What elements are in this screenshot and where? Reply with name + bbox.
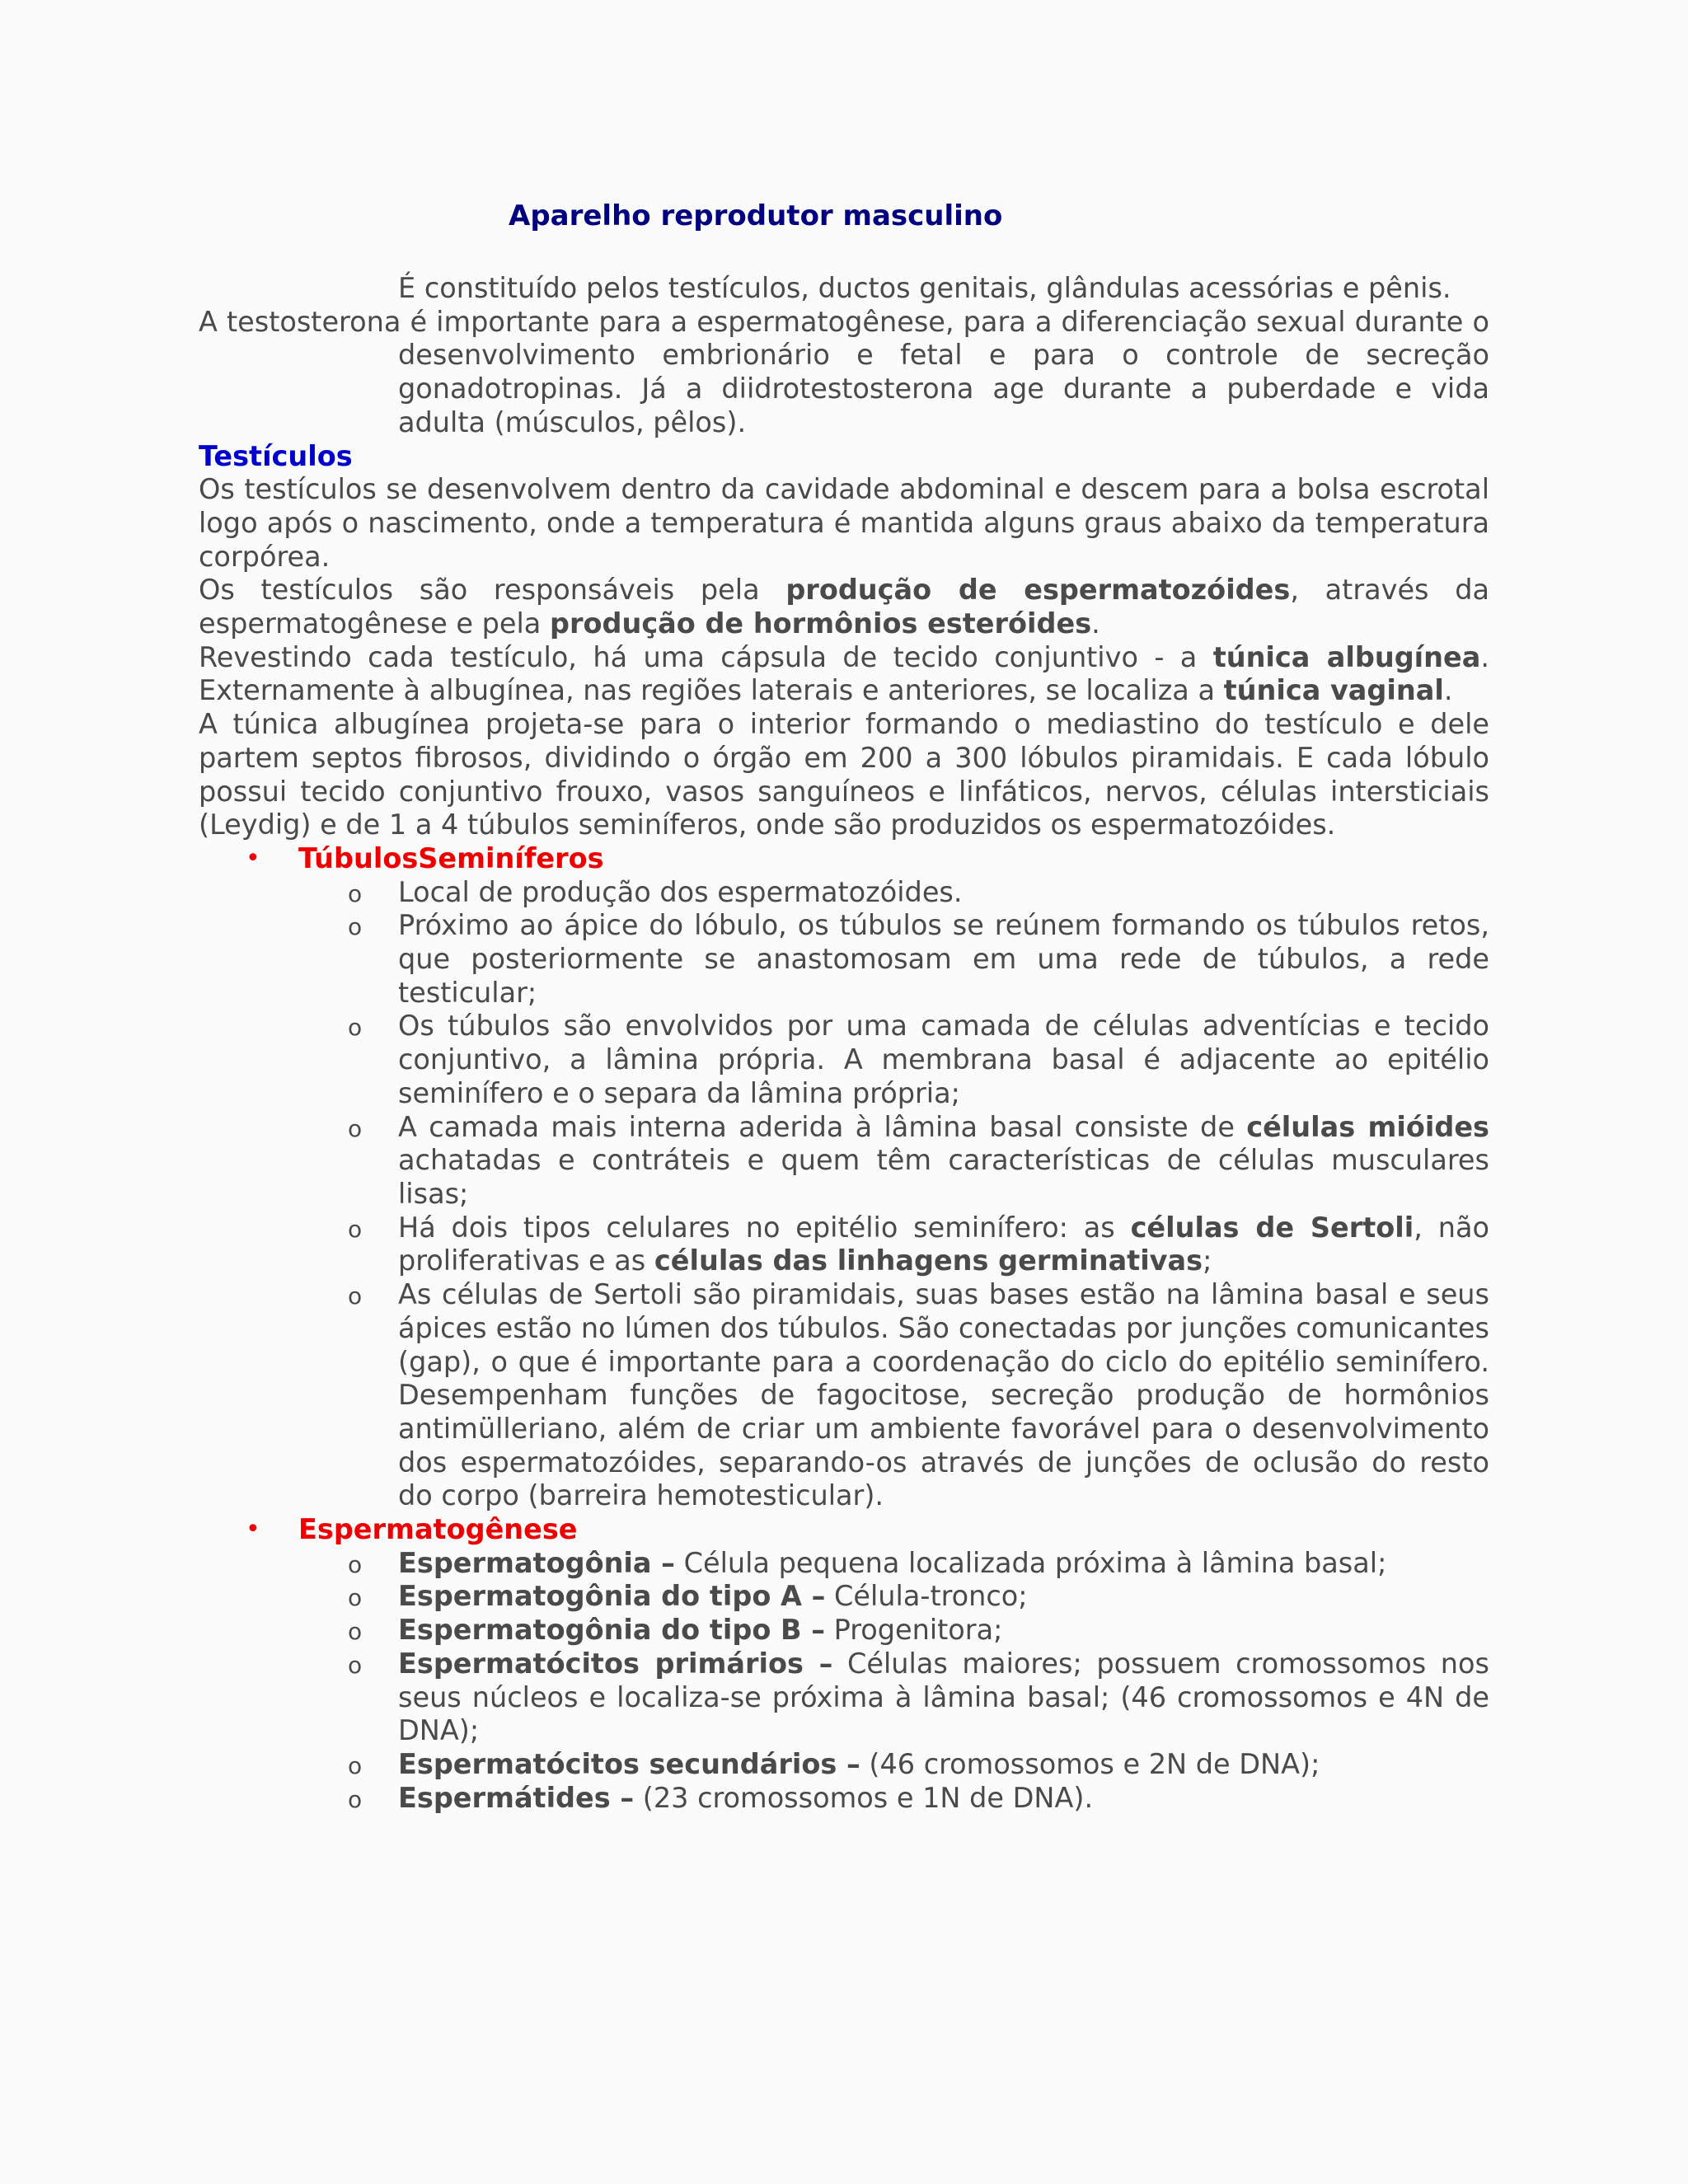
circle-bullet-icon: o	[348, 879, 363, 907]
espermatogenese-heading: Espermatogênese	[298, 1513, 578, 1546]
text-run: Revestindo cada testículo, há uma cápsula de tecido conjuntivo - a	[199, 640, 1213, 673]
text-run: ;	[1203, 1244, 1212, 1277]
bold-term: células de Sertoli	[1130, 1211, 1414, 1244]
circle-bullet-icon: o	[348, 1282, 363, 1310]
testiculos-paragraph-4: A túnica albugínea projeta-se para o interior formando o mediastino do testículo e dele partem septos fibrosos, dividindo o órgão em 200 a 300 lóbulos piramidais. E cada lóbulo possui tecido conjuntivo frouxo, vasos sanguíneos e linfáticos, nervos, células intersticiais (Leydig) e de 1 a 4 túbulos seminíferos, onde são produzidos os espermatozóides.	[199, 708, 1489, 841]
circle-bullet-icon: o	[348, 1651, 363, 1679]
list-item	[298, 1614, 1489, 1647]
list-item-text: Os túbulos são envolvidos por uma camada de células adventícias e tecido conjuntivo, a lâmina própria. A membrana basal é adjacente ao epitélio seminífero e o separa da lâmina própria;	[398, 1010, 1489, 1109]
circle-bullet-icon: o	[348, 1114, 363, 1142]
term: Espermatogônia do tipo A –	[398, 1580, 826, 1613]
text-run: Há dois tipos celulares no epitélio seminífero: as	[398, 1211, 1131, 1244]
testiculos-heading: Testículos	[199, 439, 353, 472]
term-description: Células maiores; possuem cromossomos nos seus núcleos e localiza-se próxima à lâmina basal; (46 cromossomos e 4N de DNA);	[398, 1647, 1489, 1747]
bullet-icon: •	[246, 843, 260, 873]
bold-term: células das linhagens germinativas	[654, 1244, 1203, 1277]
text-run: .	[1091, 607, 1100, 640]
term: Espermatócitos primários –	[398, 1647, 833, 1680]
text-run: achatadas e contráteis e quem têm características de células musculares lisas;	[398, 1144, 1489, 1210]
list-item	[298, 1748, 1489, 1782]
text-run: , não proliferativas e as	[398, 1211, 1489, 1277]
intro-line-1: É constituído pelos testículos, ductos genitais, glândulas acessórias e pênis.	[398, 272, 1451, 304]
term: Espermatogônia –	[398, 1546, 675, 1579]
bullet-icon: •	[246, 1515, 260, 1544]
document-body	[199, 272, 1489, 1815]
bold-term: produção de hormônios esteróides	[549, 607, 1092, 640]
circle-bullet-icon: o	[348, 1584, 363, 1612]
term-description: (23 cromossomos e 1N de DNA).	[634, 1781, 1094, 1814]
term-description: Progenitora;	[824, 1614, 1003, 1647]
text-run: .	[1443, 674, 1453, 707]
tubulos-heading: TúbulosSeminíferos	[298, 841, 604, 874]
list-item-text: As células de Sertoli são piramidais, suas bases estão na lâmina basal e seus ápices estão no lúmen dos túbulos. São conectadas por junções comunicantes (gap), o que é importante para a coordenação do ciclo do epitélio seminífero. Desempenham funções de fagocitose, secreção produção de hormônios antimülleriano, além de criar um ambiente favorável para o desenvolvimento dos espermatozóides, separando-os através de junções de oclusão do resto do corpo (barreira hemotesticular).	[398, 1278, 1489, 1512]
term: Espermatócitos secundários –	[398, 1747, 860, 1780]
list-item	[298, 876, 1489, 910]
term: Espermátides –	[398, 1781, 635, 1814]
bold-term: produção de espermatozóides	[785, 574, 1291, 607]
document-title: Aparelho reprodutor masculino	[509, 199, 1003, 232]
text-run: , através da espermatogênese e pela	[199, 574, 1489, 640]
circle-bullet-icon: o	[348, 1618, 363, 1646]
tubulos-section	[199, 842, 1489, 1513]
intro-line-2: A testosterona é importante para a espermatogênese, para a diferenciação sexual durante o desenvolvimento embrionário e fetal e para o controle de secreção gonadotropinas. Já a diidrotestosterona age durante a puberdade e vida adulta (músculos, pêlos).	[199, 305, 1489, 438]
list-item	[298, 1547, 1489, 1581]
list-item-text: Local de produção dos espermatozóides.	[398, 875, 963, 908]
bold-term: células mióides	[1246, 1110, 1489, 1143]
bold-term: túnica albugínea	[1212, 640, 1481, 673]
text-run: Os testículos são responsáveis pela	[199, 574, 786, 607]
espermatogenese-list	[298, 1547, 1489, 1816]
circle-bullet-icon: o	[348, 1785, 363, 1813]
list-item	[298, 1580, 1489, 1614]
list-item	[298, 1647, 1489, 1748]
list-item	[298, 909, 1489, 1010]
bold-term: túnica vaginal	[1223, 674, 1444, 707]
circle-bullet-icon: o	[348, 1215, 363, 1243]
term: Espermatogônia do tipo B –	[398, 1614, 825, 1647]
circle-bullet-icon: o	[348, 913, 363, 941]
testiculos-paragraph-1: Os testículos se desenvolvem dentro da cavidade abdominal e descem para a bolsa escrotal logo após o nascimento, onde a temperatura é mantida alguns graus abaixo da temperatura corpórea.	[199, 473, 1489, 573]
sections-list	[199, 842, 1489, 1815]
term-description: Célula pequena localizada próxima à lâmina basal;	[674, 1546, 1387, 1579]
term-description: (46 cromossomos e 2N de DNA);	[860, 1747, 1320, 1780]
circle-bullet-icon: o	[348, 1550, 363, 1578]
tubulos-list	[298, 876, 1489, 1513]
circle-bullet-icon: o	[348, 1014, 363, 1042]
text-run: A camada mais interna aderida à lâmina basal consiste de	[398, 1110, 1247, 1143]
testiculos-paragraph-2	[199, 574, 1489, 640]
list-item	[298, 1212, 1489, 1278]
term-description: Célula-tronco;	[825, 1580, 1028, 1613]
list-item	[298, 1111, 1489, 1212]
list-item	[298, 1278, 1489, 1513]
espermatogenese-section	[199, 1513, 1489, 1815]
circle-bullet-icon: o	[348, 1751, 363, 1779]
list-item	[298, 1782, 1489, 1816]
text-run: . Externamente à albugínea, nas regiões laterais e anteriores, se localiza a	[199, 640, 1489, 707]
testiculos-paragraph-3	[199, 641, 1489, 708]
list-item	[298, 1010, 1489, 1110]
list-item-text: Próximo ao ápice do lóbulo, os túbulos se reúnem formando os túbulos retos, que posteriormente se anastomosam em uma rede de túbulos, a rede testicular;	[398, 909, 1489, 1009]
